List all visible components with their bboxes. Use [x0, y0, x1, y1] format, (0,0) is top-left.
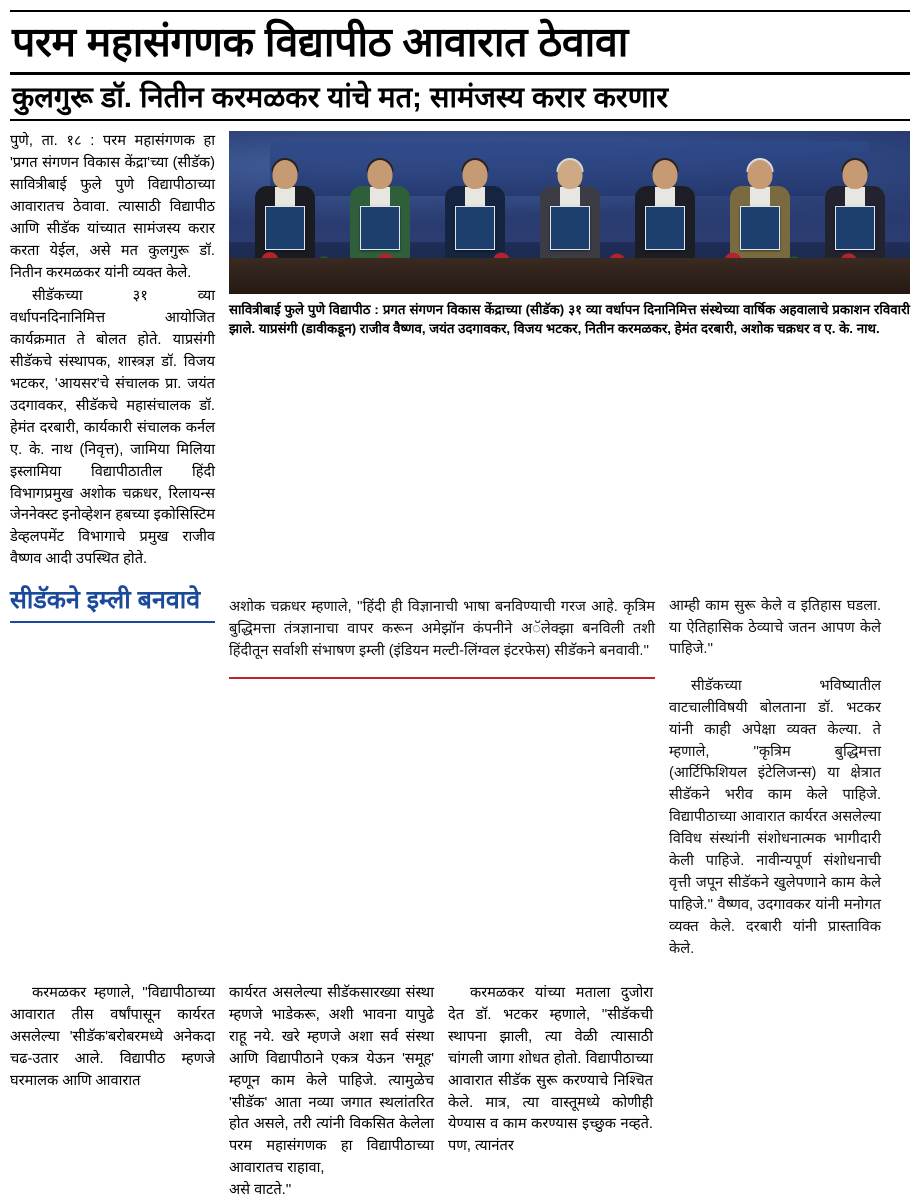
body-column-1 — [10, 983, 215, 1092]
body-column-2 — [229, 983, 434, 1202]
photo-block — [229, 131, 910, 338]
photo-caption: सावित्रीबाई फुले पुणे विद्यापीठ : प्रगत संगणन विकास केंद्राच्या (सीडॅक) ३१ व्या वर्धापन दिनानिमित्त संस्थेच्या वार्षिक अहवालाचे प्रकाशन रविवारी झाले. याप्रसंगी (डावीकडून) राजीव वैष्णव, जयंत उदगावकर, विजय भटकर, नितीन करमळकर, हेमंत दरबारी, अशोक चक्रधर व ए. के. नाथ. — [229, 302, 910, 336]
photo-stage-floor — [229, 258, 910, 294]
quote-divider — [229, 677, 655, 679]
lead-paragraph-2: सीडॅकच्या ३१ व्या वर्धापनदिनानिमित्त आयोजित कार्यक्रमात ते बोलत होते. याप्रसंगी सीडॅकचे संस्थापक, शास्त्रज्ञ डॉ. विजय भटकर, 'आयसर'चे संचालक प्रा. जयंत उदगावकर, सीडॅकचे महासंचालक डॉ. हेमंत दरबारी, कार्यकारी संचालक कर्नल ए. के. नाथ (निवृत्त), जामिया मिलिया इस्लामिया विद्यापीठातील हिंदी विभागप्रमुख अशोक चक्रधर, रिलायन्स जेननेक्स्ट इनोव्हेशन हबच्या इकोसिस्टिम डेव्हलपमेंट विभागाचे प्रमुख राजीव वैष्णव आदी उपस्थित होते. — [10, 288, 215, 568]
bottom-columns — [10, 983, 910, 1202]
section-heading-column — [10, 581, 215, 630]
col2-paragraph-1: कार्यरत असलेल्या सीडॅकसारख्या संस्था म्हणजे भाडेकरू, अशी भावना यापुढे राहू नये. खरे म्हणजे अशा सर्व संस्था आणि विद्यापीठाने एकत्र येऊन 'समूह' म्हणून काम केले पाहिजे. त्यामुळेच 'सीडॅक' आता नव्या जगात स्थलांतरित होत असले, तरी त्यांनी विकसित केलेला परम महासंगणक हा विद्यापीठाच्या आवारातच राहावा, — [229, 985, 434, 1177]
event-photograph — [229, 131, 910, 294]
section-title-divider — [10, 621, 215, 623]
top-divider — [10, 10, 910, 12]
lead-column — [10, 131, 215, 571]
body-column-3 — [448, 983, 653, 1158]
right-paragraph-1: आम्ही काम सुरू केले व इतिहास घडला. या ऐतिहासिक ठेव्याचे जतन आपण केले पाहिजे.'' — [669, 597, 881, 658]
section-title: सीडॅकने इम्ली बनवावे — [10, 586, 201, 615]
page-title: परम महासंगणक विद्यापीठ आवारात ठेवावा — [12, 19, 629, 65]
right-column-top — [669, 581, 881, 975]
quote-column — [229, 581, 655, 685]
quote-paragraph: अशोक चक्रधर म्हणाले, ''हिंदी ही विज्ञानाची भाषा बनविण्याची गरज आहे. कृत्रिम बुद्धिमत्ता तंत्रज्ञानाचा वापर करून अमेझॉन कंपनीने अॅलेक्झा बनविली तशी हिंदीतून सर्वाशी संभाषण इम्ली (इंडियन मल्टी-लिंग्वल इंटरफेस) सीडॅकने बनवावी.'' — [229, 598, 655, 659]
right-paragraph-2: सीडॅकच्या भविष्यातील वाटचालीविषयी बोलताना डॉ. भटकर यांनी काही अपेक्षा व्यक्त केल्या. ते म्हणाले, ''कृत्रिम बुद्धिमत्ता (आर्टिफिशियल इंटेलिजन्स) या क्षेत्रात सीडॅकने भरीव काम केले पाहिजे. विद्यापीठाच्या आवारात कार्यरत असलेल्या विविध संस्थांनी संशोधनात्मक भागीदारी केली पाहिजे. नावीन्यपूर्ण संशोधनाची वृत्ती जपून सीडॅकने खुलेपणाने काम केले पाहिजे.'' वैष्णव, उदगावकर यांनी मनोगत व्यक्त केले. दरबारी यांनी प्रास्ताविक केले. — [669, 677, 881, 957]
subtitle-divider — [10, 119, 910, 121]
page-subtitle: कुलगुरू डॉ. नितीन करमळकर यांचे मत; सामंजस्य करार करणार — [12, 81, 669, 114]
headline-divider — [10, 72, 910, 75]
middle-section — [10, 581, 910, 975]
col2-paragraph-2: असे वाटते.'' — [229, 1182, 292, 1199]
upper-section — [10, 131, 910, 571]
headline-block — [10, 0, 910, 121]
lead-paragraph-1: पुणे, ता. १८ : परम महासंगणक हा 'प्रगत संगणन विकास केंद्रा'च्या (सीडॅक) सावित्रीबाई फुले पुणे विद्यापीठाच्या आवारातच ठेवावा. त्यासाठी विद्यापीठ आणि सीडॅक यांच्यात सामंजस्य करार करता येईल, असे मत कुलगुरू डॉ. नितीन करमळकर यांनी व्यक्त केले. — [10, 133, 215, 281]
col1-paragraph-1: करमळकर म्हणाले, ''विद्यापीठाच्या आवारात तीस वर्षांपासून कार्यरत असलेल्या 'सीडॅक'बरोबरमध्ये अनेकदा चढ-उतार आले. विद्यापीठ म्हणजे घरमालक आणि आवारात — [10, 985, 215, 1089]
col3-paragraph-1: करमळकर यांच्या मताला दुजोरा देत डॉ. भटकर म्हणाले, ''सीडॅकची स्थापना झाली, त्या वेळी त्यासाठी चांगली जागा शोधत होतो. विद्यापीठाच्या आवारात सीडॅक सुरू करण्याचे निश्चित केले. मात्र, त्या वास्तूमध्ये कोणीही येण्यास व काम करण्यास इच्छुक नव्हते. पण, त्यानंतर — [448, 985, 653, 1155]
